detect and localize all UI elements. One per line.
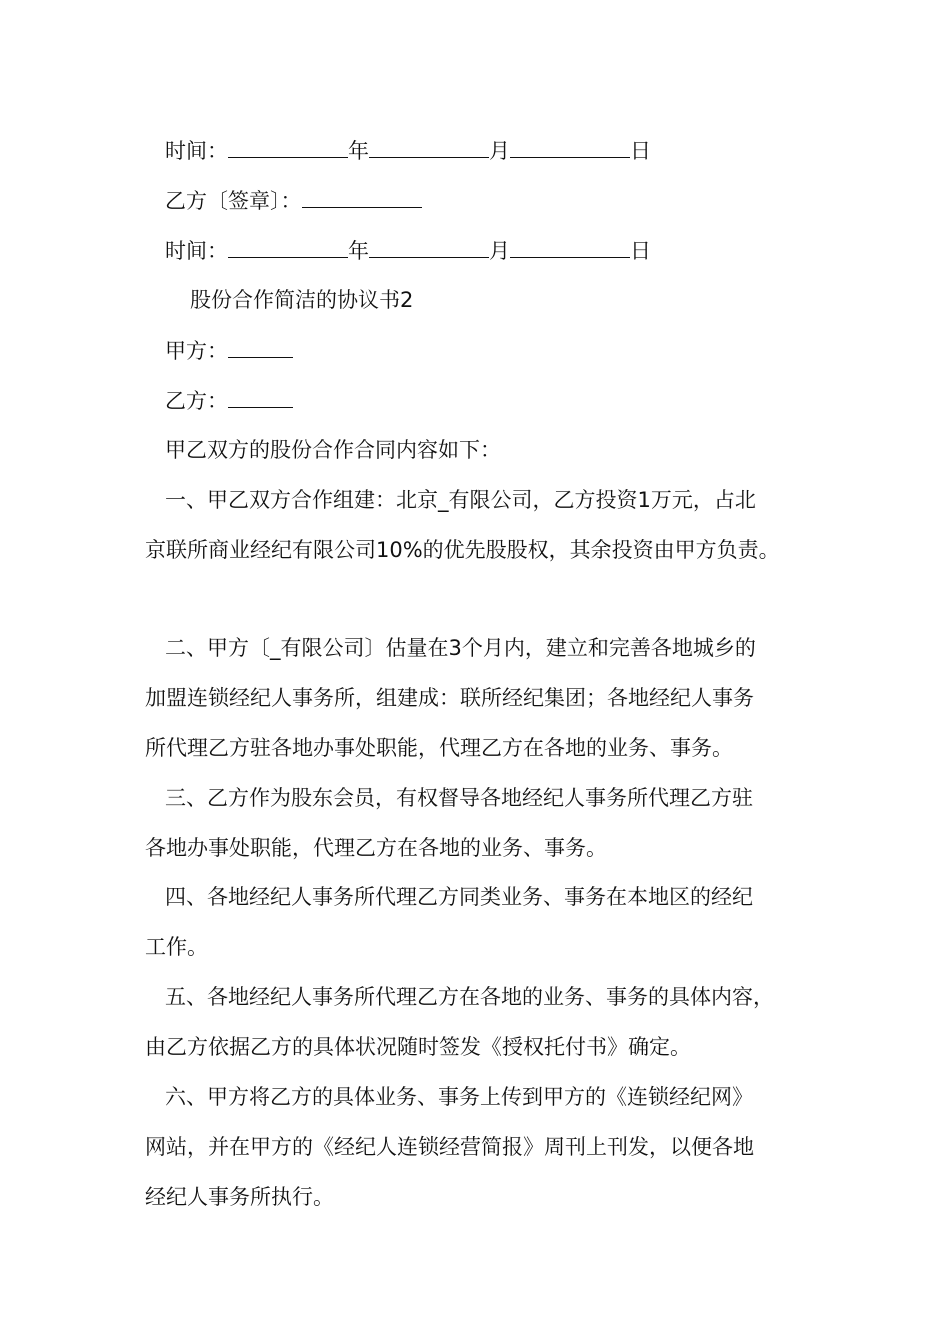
party-b-signature-line — [165, 185, 845, 216]
agreement-title: 股份合作简洁的协议书2 — [190, 288, 414, 312]
clause-3-line-2: 各地办事处职能，代理乙方在各地的业务、事务。 — [145, 836, 607, 860]
signature-time-line-2 — [165, 235, 845, 266]
clause-5-line-1: 五、各地经纪人事务所代理乙方在各地的业务、事务的具体内容， — [165, 985, 774, 1009]
month-label: 月 — [489, 239, 510, 263]
blank-month — [369, 135, 489, 158]
blank-day — [510, 235, 630, 258]
day-label: 日 — [630, 139, 651, 163]
clause-1-line-1: 一、甲乙双方合作组建：北京_有限公司，乙方投资1万元，占北 — [165, 488, 756, 512]
party-a-label: 甲方： — [165, 339, 228, 363]
time-label: 时间： — [165, 239, 228, 263]
clause-2-line-3: 所代理乙方驻各地办事处职能，代理乙方在各地的业务、事务。 — [145, 736, 733, 760]
clause-5-line-2: 由乙方依据乙方的具体状况随时签发《授权托付书》确定。 — [145, 1035, 691, 1059]
clause-2-line-1: 二、甲方〔_有限公司〕估量在3个月内，建立和完善各地城乡的 — [165, 636, 756, 660]
party-b-label: 乙方： — [165, 389, 228, 413]
blank-month — [369, 235, 489, 258]
month-label: 月 — [489, 139, 510, 163]
party-a-line — [165, 335, 845, 366]
blank-year — [228, 135, 348, 158]
clause-3-line-1: 三、乙方作为股东会员，有权督导各地经纪人事务所代理乙方驻 — [165, 786, 753, 810]
party-b-line — [165, 385, 845, 416]
clause-4-line-1: 四、各地经纪人事务所代理乙方同类业务、事务在本地区的经纪 — [165, 885, 753, 909]
blank-year — [228, 235, 348, 258]
clause-1-line-2: 京联所商业经纪有限公司10%的优先股股权，其余投资由甲方负责。 — [145, 538, 780, 562]
day-label: 日 — [630, 239, 651, 263]
agreement-intro: 甲乙双方的股份合作合同内容如下： — [165, 438, 501, 462]
party-b-sign-label: 乙方〔签章〕： — [165, 189, 302, 213]
time-label: 时间： — [165, 139, 228, 163]
year-label: 年 — [348, 139, 369, 163]
blank-signature — [302, 185, 422, 208]
signature-time-line-1 — [165, 135, 845, 166]
clause-4-line-2: 工作。 — [145, 935, 208, 959]
clause-6-line-1: 六、甲方将乙方的具体业务、事务上传到甲方的《连锁经纪网》 — [165, 1085, 753, 1109]
blank-party-a — [228, 335, 293, 358]
blank-day — [510, 135, 630, 158]
clause-6-line-2: 网站，并在甲方的《经纪人连锁经营简报》周刊上刊发，以便各地 — [145, 1135, 754, 1159]
blank-party-b — [228, 385, 293, 408]
clause-2-line-2: 加盟连锁经纪人事务所，组建成：联所经纪集团；各地经纪人事务 — [145, 686, 754, 710]
year-label: 年 — [348, 239, 369, 263]
clause-6-line-3: 经纪人事务所执行。 — [145, 1185, 334, 1209]
